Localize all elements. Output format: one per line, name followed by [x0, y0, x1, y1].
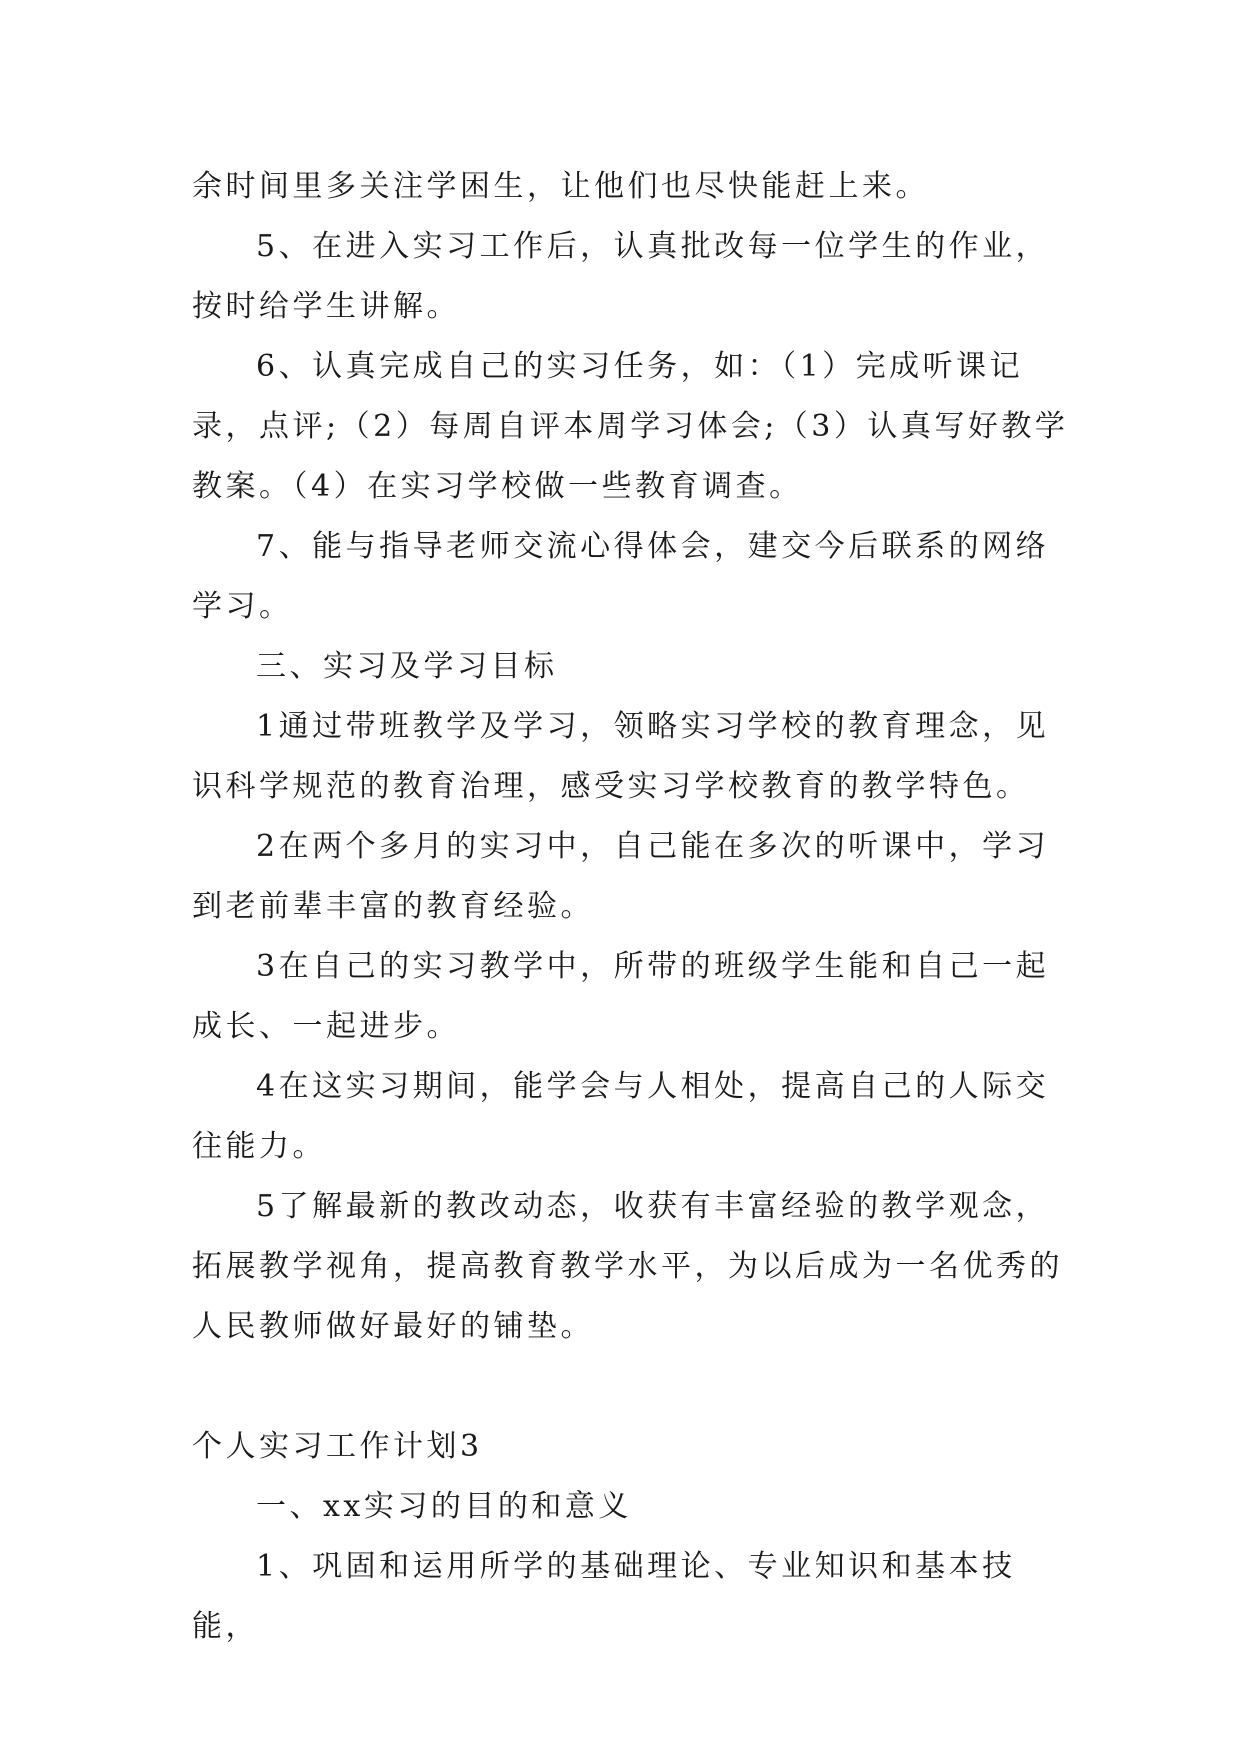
paragraph: 3在自己的实习教学中，所带的班级学生能和自己一起成长、一起进步。	[192, 949, 1050, 1044]
paragraph: 1通过带班教学及学习，领略实习学校的教育理念，见识科学规范的教育治理，感受实习学校教育的教学特色。	[192, 709, 1050, 804]
section-heading: 一、xx实习的目的和意义	[256, 1489, 632, 1524]
paragraph: 2在两个多月的实习中，自己能在多次的听课中，学习到老前辈丰富的教育经验。	[192, 829, 1050, 924]
paragraph: 5、在进入实习工作后，认真批改每一位学生的作业，按时给学生讲解。	[192, 229, 1050, 324]
paragraph: 5了解最新的教改动态，收获有丰富经验的教学观念，拓展教学视角，提高教育教学水平，为以后成为一名优秀的人民教师做好最好的铺垫。	[192, 1189, 1063, 1344]
paragraph: 7、能与指导老师交流心得体会，建交今后联系的网络学习。	[192, 529, 1050, 624]
paragraph: 6、认真完成自己的实习任务，如：（1）完成听课记录，点评;（2）每周自评本周学习体会;（3）认真写好教学教案。（4）在实习学校做一些教育调查。	[192, 349, 1069, 504]
paragraph: 4在这实习期间，能学会与人相处，提高自己的人际交往能力。	[192, 1069, 1050, 1164]
document-section-title: 个人实习工作计划3	[192, 1429, 483, 1464]
document-body	[192, 157, 1072, 1657]
paragraph: 余时间里多关注学困生，让他们也尽快能赶上来。	[192, 169, 929, 204]
paragraph: 1、巩固和运用所学的基础理论、专业知识和基本技能，	[192, 1549, 1016, 1644]
section-heading: 三、实习及学习目标	[256, 649, 558, 684]
